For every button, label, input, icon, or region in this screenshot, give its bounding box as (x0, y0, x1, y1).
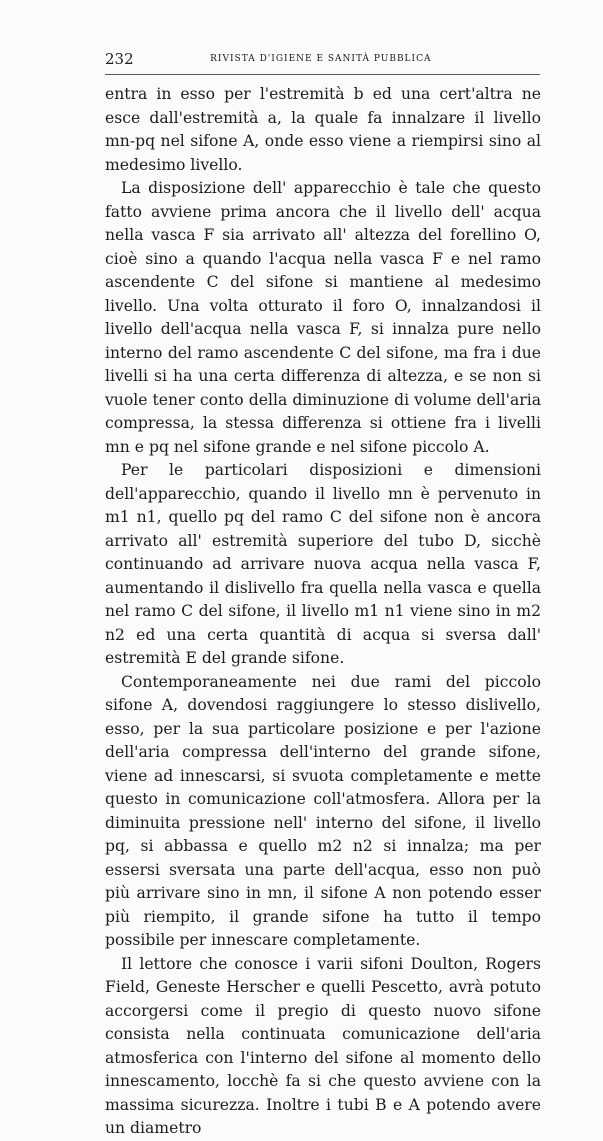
running-head: RIVISTA D'IGIENE E SANITÀ PUBBLICA (210, 54, 432, 64)
paragraph: Il lettore che conosce i varii sifoni Doulton, Rogers Field, Geneste Herscher e quelli Pescetto, avrà potuto accorgersi come il pregio di questo nuovo sifone consista nella continuata comunicazione dell'aria atmosferica con l'interno del sifone al momento dello innescamento, locchè fa si che questo avviene con la massima sicurezza. Inoltre i tubi B e A potendo avere un diametro (105, 954, 541, 1137)
body-text (105, 83, 541, 1141)
header-rule (105, 74, 540, 75)
page-number: 232 (105, 50, 134, 68)
paragraph: Contemporaneamente nei due rami del piccolo sifone A, dovendosi raggiungere lo stesso dislivello, esso, per la sua particolare posizione e per l'azione dell'aria compressa dell'interno del grande sifone, viene ad innescarsi, si svuota completamente e mette questo in comunicazione coll'atmosfera. Allora per la diminuita pressione nell' interno del sifone, il livello pq, si abbassa e quello m2 n2 si innalza; ma per essersi sversata una parte dell'acqua, esso non può più arrivare sino in mn, il sifone A non potendo esser più riempito, il grande sifone ha tutto il tempo possibile per innescare completamente. (105, 672, 541, 949)
page-header (105, 44, 540, 68)
paragraph: Per le particolari disposizioni e dimensioni dell'apparecchio, quando il livello mn è pervenuto in m1 n1, quello pq del ramo C del sifone non è ancora arrivato all' estremità superiore del tubo D, sicchè continuando ad arrivare nuova acqua nella vasca F, aumentando il dislivello fra quella nella vasca e quella nel ramo C del sifone, il livello m1 n1 viene sino in m2 n2 ed una certa quantità di acqua si sversa dall' estremità E del grande sifone. (105, 461, 541, 667)
paragraph: entra in esso per l'estremità b ed una cert'altra ne esce dall'estremità a, la quale fa innalzare il livello mn-pq nel sifone A, onde esso viene a riempirsi sino al medesimo livello. (105, 85, 541, 174)
paragraph: La disposizione dell' apparecchio è tale che questo fatto avviene prima ancora che il livello dell' acqua nella vasca F sia arrivato all' altezza del forellino O, cioè sino a quando l'acqua nella vasca F e nel ramo ascendente C del sifone si mantiene al medesimo livello. Una volta otturato il foro O, innalzandosi il livello dell'acqua nella vasca F, si innalza pure nello interno del ramo ascendente C del sifone, ma fra i due livelli si ha una certa differenza di altezza, e se non si vuole tener conto della diminuzione di volume dell'aria compressa, la stessa differenza si ottiene fra i livelli mn e pq nel sifone grande e nel sifone piccolo A. (105, 179, 541, 456)
